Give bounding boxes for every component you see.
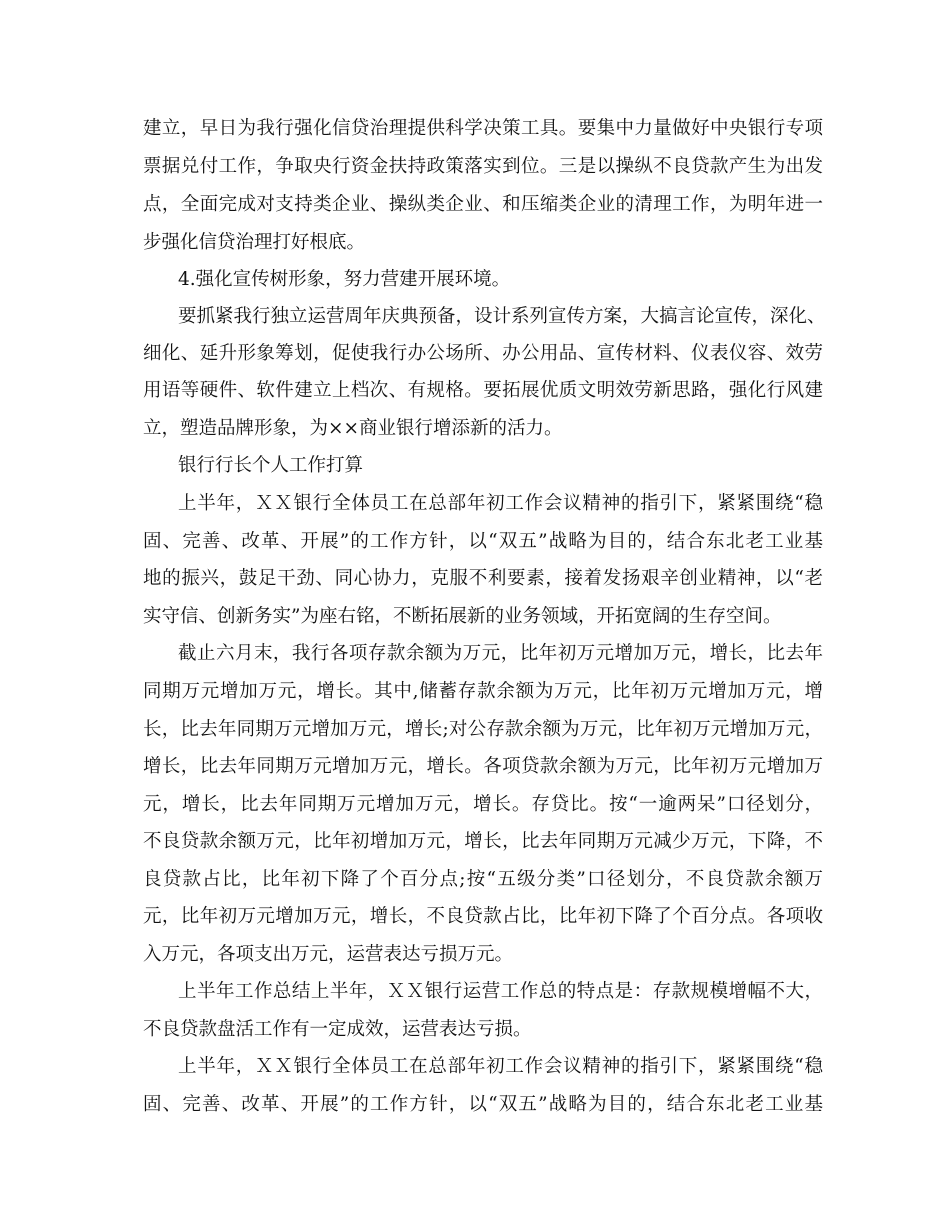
section-heading: 4.强化宣传树形象，努力营建开展环境。 (178, 269, 511, 290)
text-line: 步强化信贷治理打好根底。 (143, 232, 366, 253)
text-line: 地的振兴，鼓足干劲、同心协力，克服不利要素，接着发扬艰辛创业精神，以“老 (143, 568, 823, 589)
text-line: 元，增长，比去年同期万元增加万元，增长。存贷比。按“一逾两呆”口径划分， (143, 794, 823, 815)
text-line: 入万元，各项支出万元，运营表达亏损万元。 (143, 944, 514, 965)
text-line: 用语等硬件、软件建立上档次、有规格。要拓展优质文明效劳新思路，强化行风建 (143, 380, 823, 401)
text-line: 固、完善、改革、开展”的工作方针，以“双五”战略为目的，结合东北老工业基 (143, 531, 823, 552)
text-line: 要抓紧我行独立运营周年庆典预备，设计系列宣传方案，大搞言论宣传，深化、 (178, 306, 826, 327)
text-line: 长，比去年同期万元增加万元，增长;对公存款余额为万元，比年初万元增加万元， (143, 719, 823, 740)
text-line: 增长，比去年同期万元增加万元，增长。各项贷款余额为万元，比年初万元增加万 (143, 756, 823, 777)
text-line: 细化、延升形象筹划，促使我行办公场所、办公用品、宣传材料、仪表仪容、效劳 (143, 343, 823, 364)
text-line: 上半年，ＸＸ银行全体员工在总部年初工作会议精神的指引下，紧紧围绕“稳 (178, 1056, 823, 1077)
text-line: 实守信、创新务实”为座右铭，不断拓展新的业务领域，开拓宽阔的生存空间。 (143, 606, 782, 627)
text-line: 不良贷款盘活工作有一定成效，运营表达亏损。 (143, 1019, 532, 1040)
text-line: 立，塑造品牌形象，为××商业银行增添新的活力。 (143, 418, 563, 439)
text-line: 截止六月末，我行各项存款余额为万元，比年初万元增加万元，增长，比去年 (178, 643, 823, 664)
text-line: 良贷款占比，比年初下降了个百分点;按“五级分类”口径划分，不良贷款余额万 (143, 869, 823, 890)
section-heading: 银行行长个人工作打算 (178, 455, 364, 476)
text-line: 票据兑付工作，争取央行资金扶持政策落实到位。三是以操纵不良贷款产生为出发 (143, 156, 823, 177)
text-line: 元，比年初万元增加万元，增长，不良贷款占比，比年初下降了个百分点。各项收 (143, 906, 823, 927)
text-line: 点，全面完成对支持类企业、操纵类企业、和压缩类企业的清理工作，为明年进一 (143, 194, 823, 215)
text-line: 不良贷款余额万元，比年初增加万元，增长，比去年同期万元减少万元，下降，不 (143, 831, 823, 852)
text-line: 固、完善、改革、开展”的工作方针，以“双五”战略为目的，结合东北老工业基 (143, 1094, 823, 1115)
text-line: 上半年工作总结上半年，ＸＸ银行运营工作总的特点是：存款规模增幅不大， (178, 981, 823, 1002)
text-line: 建立，早日为我行强化信贷治理提供科学决策工具。要集中力量做好中央银行专项 (143, 118, 823, 139)
text-line: 同期万元增加万元，增长。其中,储蓄存款余额为万元，比年初万元增加万元，增 (143, 681, 823, 702)
text-line: 上半年，ＸＸ银行全体员工在总部年初工作会议精神的指引下，紧紧围绕“稳 (178, 493, 823, 514)
